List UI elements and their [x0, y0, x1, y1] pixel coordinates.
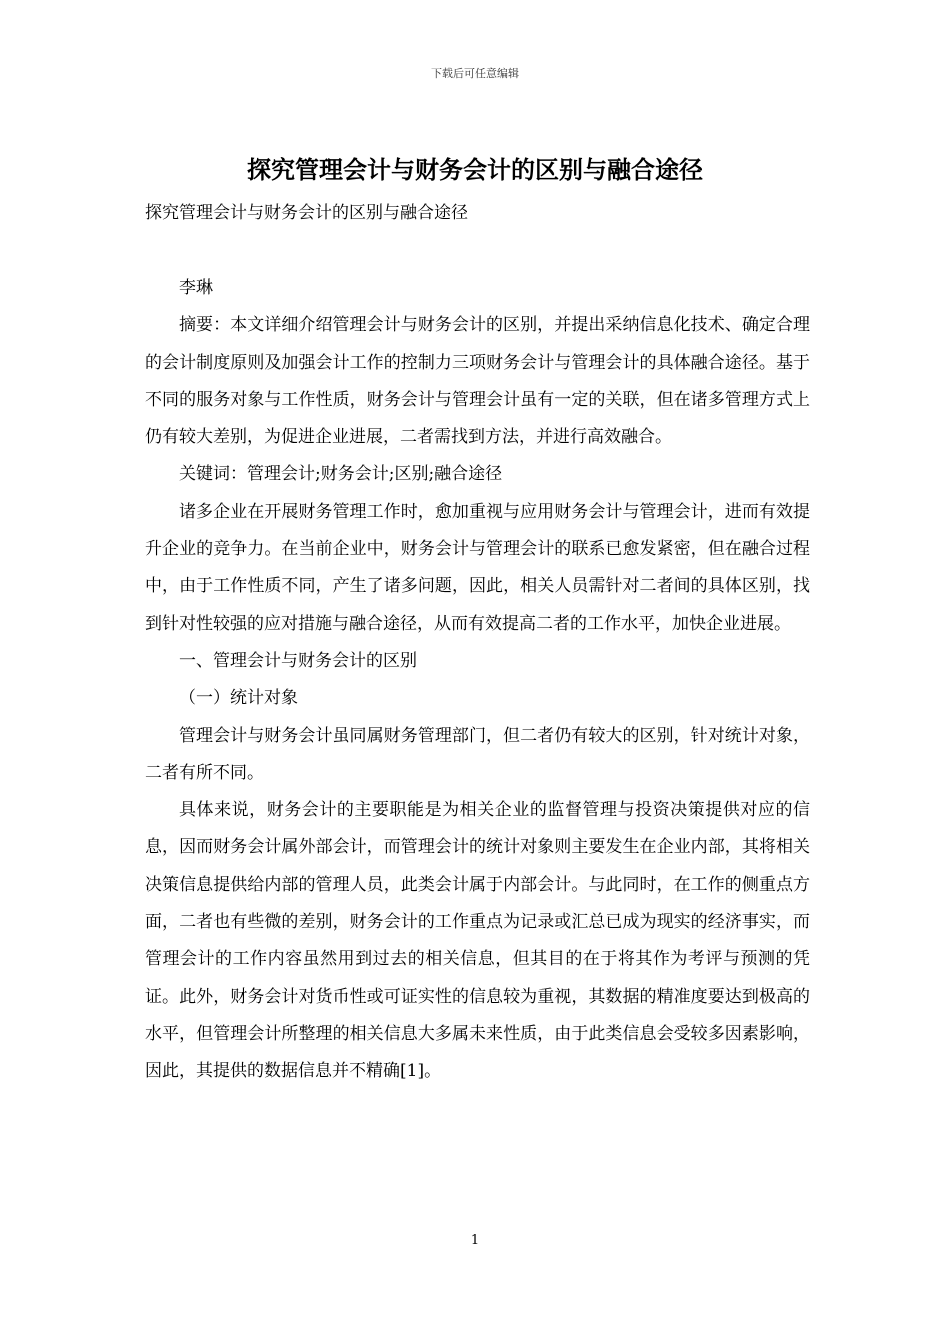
intro-paragraph: 诸多企业在开展财务管理工作时，愈加重视与应用财务会计与管理会计，进而有效提升企业的竞争力。在当前企业中，财务会计与管理会计的联系已愈发紧密，但在融合过程中，由于工作性质不同，产生了诸多问题，因此，相关人员需针对二者间的具体区别，找到针对性较强的应对措施与融合途径，从而有效提高二者的工作水平，加快企业进展。	[145, 501, 810, 634]
document-subtitle: 探究管理会计与财务会计的区别与融合途径	[145, 203, 468, 223]
document-title: 探究管理会计与财务会计的区别与融合途径	[247, 155, 703, 184]
page-header-note: 下载后可任意编辑	[431, 67, 519, 80]
page-number: 1	[470, 1233, 480, 1248]
section-heading: 一、管理会计与财务会计的区别	[179, 650, 417, 671]
body-paragraph: 管理会计与财务会计虽同属财务管理部门，但二者仍有较大的区别，针对统计对象，二者有所不同。	[145, 725, 810, 783]
subsection-heading: （一）统计对象	[179, 688, 298, 709]
document-body	[145, 270, 810, 1091]
abstract-paragraph: 摘要：本文详细介绍管理会计与财务会计的区别，并提出采纳信息化技术、确定合理的会计制度原则及加强会计工作的控制力三项财务会计与管理会计的具体融合途径。基于不同的服务对象与工作性质，财务会计与管理会计虽有一定的关联，但在诸多管理方式上仍有较大差别，为促进企业进展，二者需找到方法，并进行高效融合。	[145, 315, 810, 448]
author-name: 李琳	[179, 278, 213, 298]
body-paragraph: 具体来说，财务会计的主要职能是为相关企业的监督管理与投资决策提供对应的信息，因而财务会计属外部会计，而管理会计的统计对象则主要发生在企业内部，其将相关决策信息提供给内部的管理人员，此类会计属于内部会计。与此同时，在工作的侧重点方面，二者也有些微的差别，财务会计的工作重点为记录或汇总已成为现实的经济事实，而管理会计的工作内容虽然用到过去的相关信息，但其目的在于将其作为考评与预测的凭证。此外，财务会计对货币性或可证实性的信息较为重视，其数据的精准度要达到极高的水平，但管理会计所整理的相关信息大多属未来性质，由于此类信息会受较多因素影响，因此，其提供的数据信息并不精确[1]。	[145, 800, 810, 1082]
keywords-paragraph: 关键词：管理会计;财务会计;区别;融合途径	[179, 464, 503, 485]
